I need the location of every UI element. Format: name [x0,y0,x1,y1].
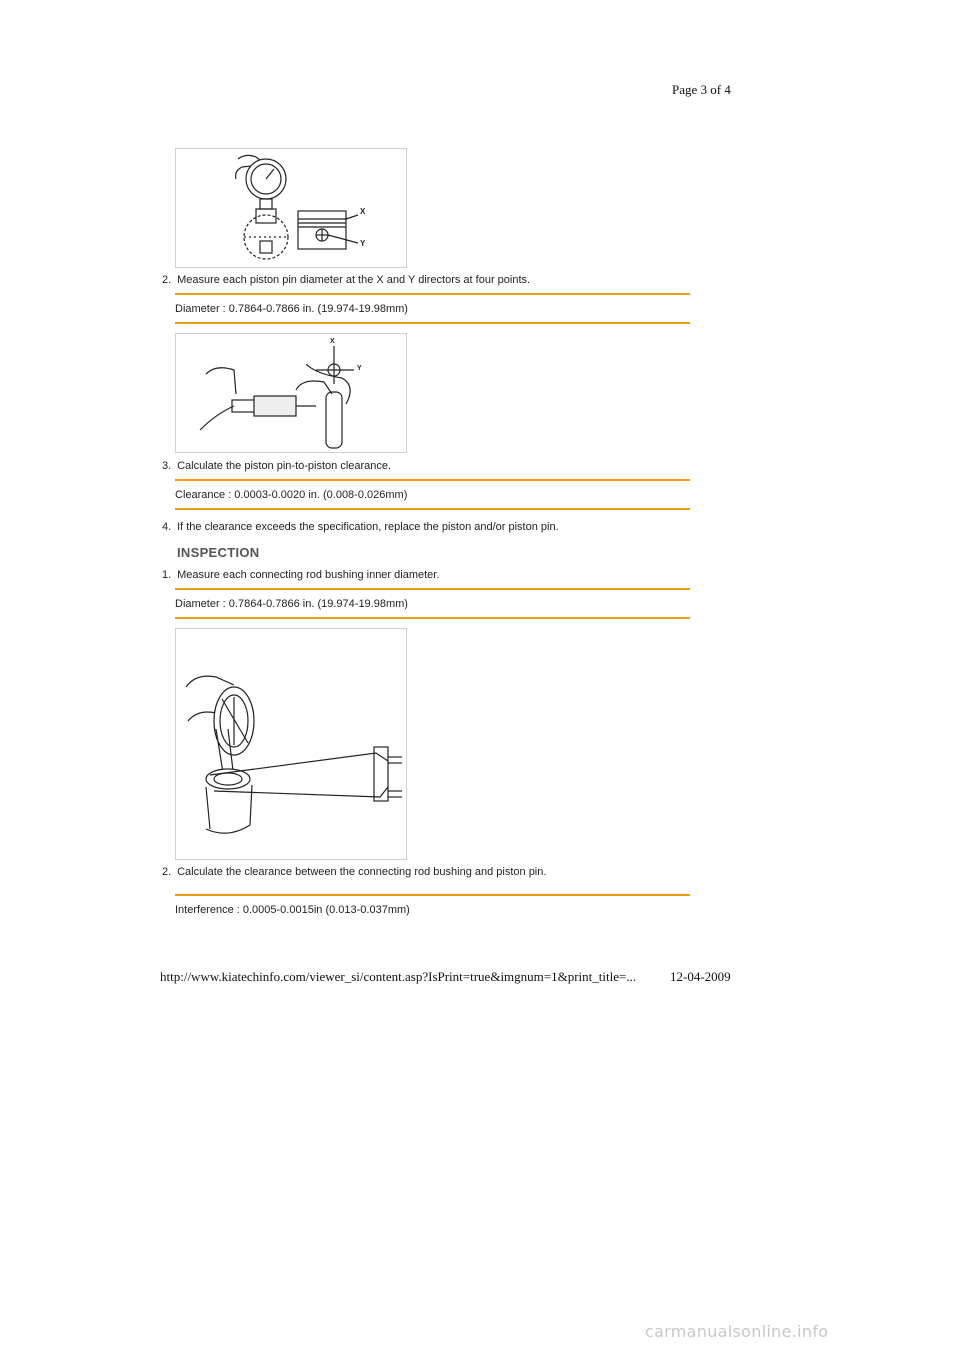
spec-box-diameter [175,293,690,324]
spec-rule-bottom [175,617,690,619]
spec-rule-top [175,479,690,481]
connecting-rod-bore-gauge-illustration [176,629,406,859]
spec-value: Interference : 0.0005-0.0015in (0.013-0.037mm) [175,904,410,916]
step-text: If the clearance exceeds the specification, replace the piston and/or piston pin. [177,521,559,533]
spec-rule-top [175,588,690,590]
step-measure-bushing: 1. Measure each connecting rod bushing inner diameter. [162,569,440,581]
spec-rule-top [175,293,690,295]
footer-url: http://www.kiatechinfo.com/viewer_si/content.asp?IsPrint=true&imgnum=1&print_title=... [160,969,637,984]
step-calculate-pin-clearance: 3. Calculate the piston pin-to-piston clearance. [162,460,392,472]
spec-rule-top [175,894,690,896]
dial-gauge-piston-illustration [176,149,406,267]
step-calculate-bushing-clearance: 2. Calculate the clearance between the connecting rod bushing and piston pin. [162,866,547,878]
figure-label-y: Y [360,239,366,248]
spec-value: Clearance : 0.0003-0.0020 in. (0.008-0.026mm) [175,489,408,501]
figure-label-y: Y [357,365,362,372]
figure-label-x: X [330,338,335,345]
page-number: Page 3 of 4 [672,82,731,97]
spec-rule-bottom [175,508,690,510]
micrometer-illustration [176,334,406,452]
step-measure-pin-diameter: 2. Measure each piston pin diameter at the X and Y directors at four points. [162,274,531,286]
step-text: Calculate the piston pin-to-piston clearance. [177,460,392,472]
spec-box-interference [175,894,690,918]
spec-rule-bottom [175,322,690,324]
figure-label-x: X [360,207,366,216]
figure-pin-micrometer [175,333,407,453]
watermark-logo: carmanualsonline.info [645,1322,829,1341]
step-text: Measure each connecting rod bushing inner diameter. [177,569,440,581]
step-text: Measure each piston pin diameter at the X and Y directors at four points. [177,274,531,286]
spec-value: Diameter : 0.7864-0.7866 in. (19.974-19.98mm) [175,303,408,315]
footer-date: 12-04-2009 [670,969,731,984]
figure-connecting-rod [175,628,407,860]
spec-box-clearance [175,479,690,510]
section-heading-inspection: INSPECTION [177,545,260,560]
spec-box-bushing-diameter [175,588,690,619]
spec-value: Diameter : 0.7864-0.7866 in. (19.974-19.98mm) [175,598,408,610]
figure-piston-measure [175,148,407,268]
step-clearance-exceeds: 4. If the clearance exceeds the specification, replace the piston and/or piston pin. [162,521,559,533]
step-text: Calculate the clearance between the connecting rod bushing and piston pin. [177,866,547,878]
